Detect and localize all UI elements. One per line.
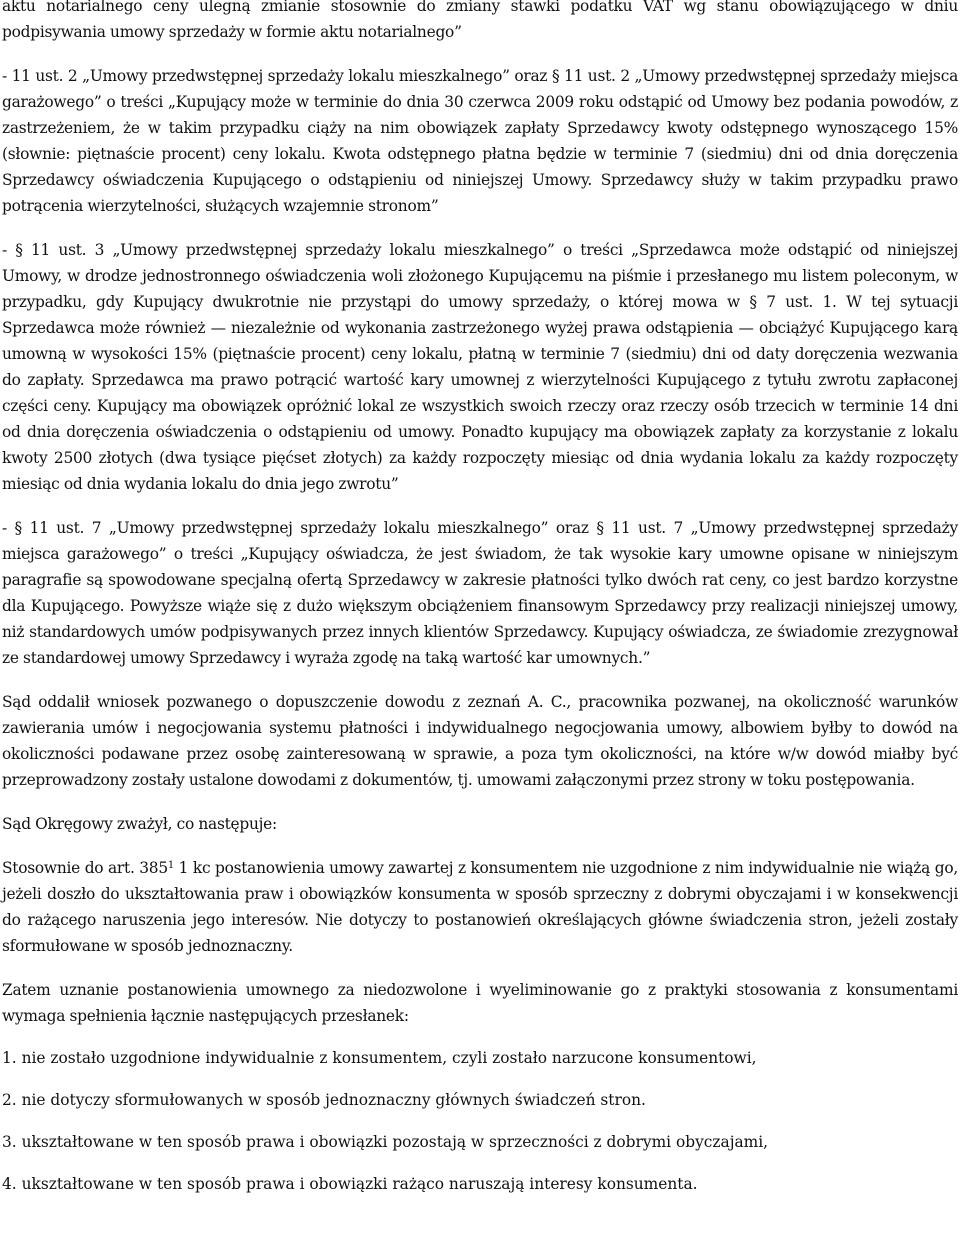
legal-basis-text-start: Stosownie do art. 385 bbox=[2, 859, 168, 877]
paragraph-evidence-dismissed: Sąd oddalił wniosek pozwanego o dopuszczenie dowodu z zeznań A. C., pracownika pozwanej, na okoliczność warunków zawierania umów i negocjowania systemu płatności i indywidualnego negocjowania umowy, albowiem byłby to dowód na okoliczności podawane przez osobę zainteresowaną w sprawie, a poza tym okoliczności, na które w/w dowód miałby być przeprowadzony zostały ustalone dowodami z dokumentów, tj. umowami załączonymi przez strony w toku postępowania. bbox=[2, 693, 958, 789]
article-superscript: 1 bbox=[167, 860, 174, 871]
paragraph-withdrawal-clause: - 11 ust. 2 „Umowy przedwstępnej sprzedaży lokalu mieszkalnego” oraz § 11 ust. 2 „Umowy przedwstępnej sprzedaży miejsca garażowego” o treści „Kupujący może w terminie do dnia 30 czerwca 2009 roku odstąpić od Umowy bez podania powodów, z zastrzeżeniem, że w takim przypadku ciąży na nim obowiązek zapłaty Sprzedawcy kwoty odstępnego wynoszącego 15% (słownie: piętnaście procent) ceny lokalu. Kwota odstępnego płatna będzie w terminie 7 (siedmiu) dni od dnia doręczenia Sprzedawcy oświadczenia Kupującego o odstąpieniu od niniejszej Umowy. Sprzedawcy służy w takim przypadku prawo potrącenia wierzytelności, służących wzajemnie stronom” bbox=[2, 67, 958, 215]
paragraph-prerequisites-intro: Zatem uznanie postanowienia umownego za niedozwolone i wyeliminowanie go z praktyki stosowania z konsumentami wymaga spełnienia łącznie następujących przesłanek: bbox=[2, 981, 958, 1025]
paragraph-buyer-statement-clause: - § 11 ust. 7 „Umowy przedwstępnej sprzedaży lokalu mieszkalnego” oraz § 11 ust. 7 „Umowy przedwstępnej sprzedaży miejsca garażowego” o treści „Kupujący oświadcza, że jest świadom, że tak wysokie kary umowne opisane w niniejszym paragrafie są spowodowane specjalną ofertą Sprzedawcy w zakresie płatności tylko dwóch rat ceny, co jest bardzo korzystne dla Kupującego. Powyższe wiąże się z dużo większym obciążeniem finansowym Sprzedawcy przy realizacji niniejszej umowy, niż standardowych umów podpisywanych przez innych klientów Sprzedawcy. Kupujący oświadcza, ze świadomie zrezygnował ze standardowej umowy Sprzedawcy i wyraża zgodę na taką wartość kar umownych.” bbox=[2, 519, 958, 667]
list-item: 1. nie zostało uzgodnione indywidualnie z konsumentem, czyli zostało narzucone konsumentowi, bbox=[2, 1049, 757, 1067]
paragraph-contract-penalty-clause: - § 11 ust. 3 „Umowy przedwstępnej sprzedaży lokalu mieszkalnego” o treści „Sprzedawca może odstąpić od niniejszej Umowy, w drodze jednostronnego oświadczenia woli złożonego Kupującemu na piśmie i przesłanego mu listem poleconym, w przypadku, gdy Kupujący dwukrotnie nie przystąpi do umowy sprzedaży, o której mowa w § 7 ust. 1. W tej sytuacji Sprzedawca może również — niezależnie od wykonania zastrzeżonego wyżej prawa odstąpienia — obciążyć Kupującego karą umowną w wysokości 15% (piętnaście procent) ceny lokalu, płatną w terminie 7 (siedmiu) dni od daty doręczenia wezwania do zapłaty. Sprzedawca ma prawo potrącić wartość kary umownej z wierzytelności Kupującego z tytułu zwrotu zapłaconej części ceny. Kupujący ma obowiązek opróżnić lokal ze wszystkich swoich rzeczy oraz rzeczy osób trzecich w terminie 14 dni od dnia doręczenia oświadczenia o odstąpieniu od umowy. Ponadto kupujący ma obowiązek zapłaty za korzystanie z lokalu kwoty 2500 złotych (dwa tysiące pięćset złotych) za każdy rozpoczęty miesiąc od dnia wydania lokalu za każdy rozpoczęty miesiąc od dnia wydania lokalu do dnia jego zwrotu” bbox=[2, 241, 958, 493]
paragraph-vat-clause: aktu notarialnego ceny ulegną zmianie stosownie do zmiany stawki podatku VAT wg stanu obowiązującego w dniu podpisywania umowy sprzedaży w formie aktu notarialnego” bbox=[2, 0, 958, 41]
paragraph-legal-basis bbox=[2, 855, 958, 959]
list-item: 3. ukształtowane w ten sposób prawa i obowiązki pozostają w sprzeczności z dobrymi obyczajami, bbox=[2, 1133, 769, 1151]
legal-basis-text-rest: 1 kc postanowienia umowy zawartej z konsumentem nie uzgodnione z nim indywidualnie nie wiążą go, jeżeli doszło do ukształtowania praw i obowiązków konsumenta w sposób sprzeczny z dobrymi obyczajami i w konsekwencji do rażącego naruszenia jego interesów. Nie dotyczy to postanowień określających główne świadczenia stron, jeżeli zostały sformułowane w sposób jednoznaczny. bbox=[2, 859, 958, 955]
list-item: 2. nie dotyczy sformułowanych w sposób jednoznaczny głównych świadczeń stron. bbox=[2, 1091, 646, 1109]
list-item: 4. ukształtowane w ten sposób prawa i obowiązki rażąco naruszają interesy konsumenta. bbox=[2, 1175, 698, 1193]
paragraph-court-considerations-heading: Sąd Okręgowy zważył, co następuje: bbox=[2, 815, 277, 833]
